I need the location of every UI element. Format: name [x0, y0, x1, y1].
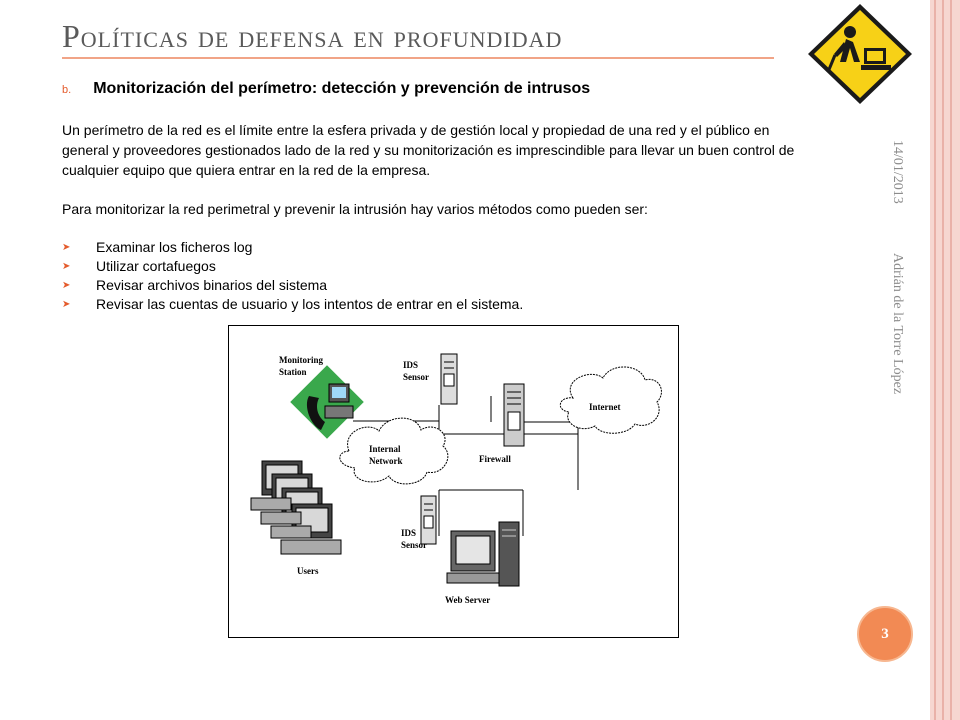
slide-author: Adrián de la Torre López — [890, 253, 905, 395]
chevron-right-icon: ➤ — [62, 299, 71, 310]
internet-label: Internet — [589, 402, 621, 412]
monitoring-station-label-2: Station — [279, 367, 307, 377]
chevron-right-icon: ➤ — [62, 280, 71, 291]
list-item: ➤ Revisar archivos binarios del sistema — [62, 277, 328, 293]
web-server-label: Web Server — [445, 595, 491, 605]
list-item: ➤ Revisar las cuentas de usuario y los intentos de entrar en el sistema. — [62, 296, 524, 312]
list-item: ➤ Utilizar cortafuegos — [62, 258, 216, 274]
ids-sensor-bottom-label-2: Sensor — [401, 540, 428, 550]
monitoring-station-label-1: Monitoring — [279, 355, 323, 365]
chevron-right-icon: ➤ — [62, 261, 71, 272]
users-icon — [251, 461, 341, 554]
ids-sensor-bottom-label-1: IDS — [401, 528, 417, 538]
ids-sensor-top-icon — [441, 354, 457, 404]
construction-warning-sign-icon — [806, 2, 914, 106]
network-diagram-svg — [229, 326, 678, 637]
internal-network-label-1: Internal — [369, 444, 401, 454]
slide-date: 14/01/2013 — [890, 140, 905, 204]
web-server-icon — [447, 522, 519, 586]
firewall-label: Firewall — [479, 454, 511, 464]
section-marker: b. — [62, 84, 72, 96]
internet-cloud — [560, 367, 661, 433]
ids-sensor-top-label-2: Sensor — [403, 372, 430, 382]
firewall-icon — [504, 384, 524, 446]
ids-sensor-bottom-icon — [421, 496, 436, 544]
slide-title: Políticas de defensa en profundidad — [62, 18, 563, 54]
page-number-badge: 3 — [857, 606, 913, 662]
internal-network-label-2: Network — [369, 456, 403, 466]
ids-sensor-top-label-1: IDS — [403, 360, 419, 370]
users-label: Users — [297, 566, 319, 576]
paragraph-methods: Para monitorizar la red perimetral y prevenir la intrusión hay varios métodos como pueden ser: — [62, 201, 648, 217]
right-decorative-band — [930, 0, 960, 720]
chevron-right-icon: ➤ — [62, 242, 71, 253]
network-diagram — [228, 325, 679, 638]
title-underline — [62, 57, 774, 59]
paragraph-intro: Un perímetro de la red es el límite entre la esfera privada y de gestión local y propiedad de una red y el público en general y proveedores gestionados lado de la red y su monitorización es imprescindible para llevar un buen control de cualquier equipo que quiera entrar en la red de la empresa. — [62, 122, 795, 178]
list-item: ➤ Examinar los ficheros log — [62, 239, 253, 255]
methods-list — [62, 238, 523, 314]
section-heading-text: Monitorización del perímetro: detección y prevención de intrusos — [93, 80, 591, 97]
section-heading — [62, 80, 590, 98]
